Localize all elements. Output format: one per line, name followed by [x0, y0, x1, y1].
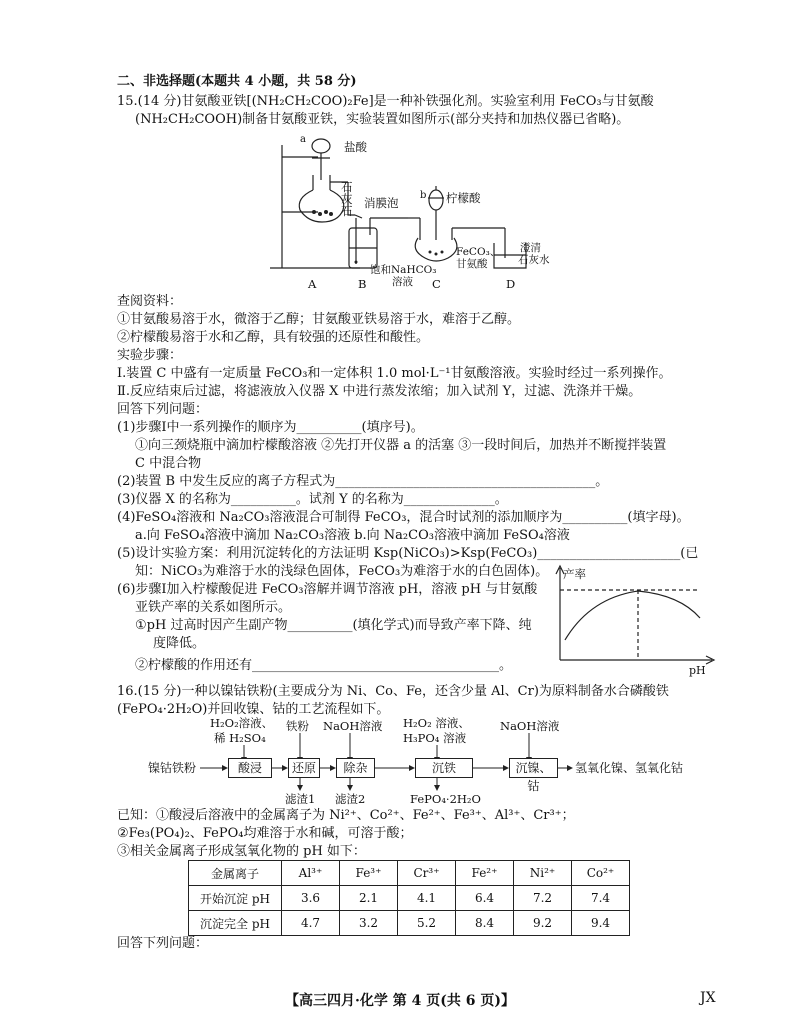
label-limestone-2: 灰	[341, 192, 353, 206]
label-hcl: 盐酸	[344, 140, 367, 154]
q15-part-6: (6)步骤Ⅰ加入柠檬酸促进 FeCO₃溶解并调节溶液 pH，溶液 pH 与甘氨酸	[117, 582, 538, 597]
graph-y-label: 产率	[563, 567, 586, 581]
label-bubbles: 消膜泡	[364, 196, 399, 210]
label-D: D	[506, 277, 516, 291]
q15-part-6-sub1: ①pH 过高时因产生副产物__________(填化学式)而导致产率下降、纯	[135, 618, 532, 633]
q15-part-6-cont: 亚铁产率的关系如图所示。	[135, 600, 292, 615]
label-b: b	[420, 190, 427, 201]
label-limestone-1: 石	[341, 180, 353, 194]
q16-known-2: ②Fe₃(PO₄)₂、FePO₄均难溶于水和碱，可溶于酸；	[117, 826, 413, 841]
table-cell: 9.4	[572, 911, 630, 936]
table-cell: 8.4	[456, 911, 514, 936]
table-cell: 开始沉淀 pH	[189, 886, 282, 911]
table-header-cell: Ni²⁺	[514, 861, 572, 886]
table-cell: 6.4	[456, 886, 514, 911]
table-cell: 9.2	[514, 911, 572, 936]
q16-stem-line1: 16.(15 分)一种以镍钴铁粉(主要成分为 Ni、Co、Fe，还含少量 Al、Cr)为原料制备水合磷酸铁	[117, 684, 669, 699]
table-row	[189, 911, 630, 936]
q15-answer-title: 回答下列问题：	[117, 402, 209, 417]
flow-reagent-4a: H₂O₂ 溶液、	[403, 716, 470, 730]
q15-part-5: (5)设计实验方案：利用沉淀转化的方法证明 Ksp(NiCO₃)>Ksp(FeCO₃)______________________(已	[117, 546, 699, 561]
table-cell: 3.6	[282, 886, 340, 911]
table-cell: 4.7	[282, 911, 340, 936]
q15-part-3: (3)仪器 X 的名称为__________。试剂 Y 的名称为______________。	[117, 492, 508, 507]
label-A: A	[308, 277, 317, 291]
flow-reagent-2: 铁粉	[286, 719, 309, 733]
flow-reagent-5: NaOH溶液	[500, 719, 560, 733]
q15-part-5-cont: 知：NiCO₃为难溶于水的浅绿色固体，FeCO₃为难溶于水的白色固体)。	[135, 564, 549, 579]
flow-reagent-1b: 稀 H₂SO₄	[214, 731, 266, 745]
label-feco3-1: FeCO₃、	[456, 246, 501, 258]
q15-part-1-options: ①向三颈烧瓶中滴加柠檬酸溶液 ②先打开仪器 a 的活塞 ③一段时间后，加热并不断搅拌装置	[135, 438, 667, 453]
table-cell: 7.4	[572, 886, 630, 911]
q15-stem-line1: 15.(14 分)甘氨酸亚铁[(NH₂CH₂COO)₂Fe]是一种补铁强化剂。实验室利用 FeCO₃与甘氨酸	[117, 94, 654, 109]
flow-output-3: FePO₄·2H₂O	[410, 792, 481, 806]
flow-start: 镍钴铁粉	[148, 761, 197, 775]
q15-ref-1: ①甘氨酸易溶于水，微溶于乙醇；甘氨酸亚铁易溶于水，难溶于乙醇。	[117, 312, 521, 327]
flow-step-remove-impurity: 除杂	[336, 758, 375, 778]
q15-steps-title: 实验步骤：	[117, 348, 183, 363]
flow-output-2: 滤渣2	[335, 792, 366, 806]
q15-part-6-sub2: ②柠檬酸的作用还有______________________________________。	[135, 658, 513, 673]
table-header-cell: Cr³⁺	[398, 861, 456, 886]
q16-stem-line2: (FePO₄·2H₂O)并回收镍、钴的工艺流程如下。	[117, 702, 390, 717]
q15-part-6-sub1-cont: 度降低。	[153, 636, 206, 651]
table-header-cell: Co²⁺	[572, 861, 630, 886]
q15-part-4-options: a.向 FeSO₄溶液中滴加 Na₂CO₃溶液 b.向 Na₂CO₃溶液中滴加 FeSO₄溶液	[135, 528, 570, 543]
table-cell: 4.1	[398, 886, 456, 911]
q15-part-1-options-cont: C 中混合物	[135, 456, 202, 471]
flow-step-precip-ni-co: 沉镍、钴	[509, 758, 558, 778]
corner-code: JX	[700, 990, 716, 1006]
table-header-cell: 金属离子	[189, 861, 282, 886]
q15-stem-line2: (NH₂CH₂COOH)制备甘氨酸亚铁，实验装置如图所示(部分夹持和加热仪器已省略)。	[135, 112, 630, 127]
q15-step-1: Ⅰ.装置 C 中盛有一定质量 FeCO₃和一定体积 1.0 mol·L⁻¹甘氨酸溶液。实验时经过一系列操作。	[117, 366, 672, 381]
table-header-cell: Fe²⁺	[456, 861, 514, 886]
label-nahco3-1: 饱和NaHCO₃	[370, 264, 437, 276]
flow-reagent-1a: H₂O₂溶液、	[210, 716, 274, 730]
label-limewater-1: 澄清	[520, 242, 541, 254]
table-cell: 沉淀完全 pH	[189, 911, 282, 936]
table-row	[189, 886, 630, 911]
table-cell: 7.2	[514, 886, 572, 911]
table-header-cell: Al³⁺	[282, 861, 340, 886]
table-cell: 2.1	[340, 886, 398, 911]
flow-end: 氢氧化镍、氢氧化钴	[575, 761, 684, 775]
flow-output-1: 滤渣1	[285, 792, 316, 806]
table-cell: 3.2	[340, 911, 398, 936]
label-limewater-2: 石灰水	[518, 254, 550, 266]
q15-ref-title: 查阅资料：	[117, 294, 183, 309]
label-a: a	[300, 134, 306, 145]
label-feco3-2: 甘氨酸	[456, 258, 488, 270]
label-citric: 柠檬酸	[446, 191, 481, 205]
label-limestone-3: 石	[341, 204, 353, 218]
flow-step-reduce: 还原	[288, 758, 320, 778]
label-nahco3-2: 溶液	[392, 276, 413, 288]
label-B: B	[358, 277, 367, 291]
flow-reagent-3: NaOH溶液	[323, 719, 383, 733]
table-header-cell: Fe³⁺	[340, 861, 398, 886]
flow-step-precip-iron: 沉铁	[415, 758, 473, 778]
q15-step-2: Ⅱ.反应结束后过滤，将滤液放入仪器 X 中进行蒸发浓缩；加入试剂 Y，过滤、洗涤并干燥。	[117, 384, 642, 399]
page-footer: 【高三四月·化学 第 4 页(共 6 页)】	[285, 993, 515, 1009]
q15-part-2: (2)装置 B 中发生反应的离子方程式为________________________________________。	[117, 474, 609, 489]
q16-known-3: ③相关金属离子形成氢氧化物的 pH 如下：	[117, 844, 366, 859]
q15-part-4: (4)FeSO₄溶液和 Na₂CO₃溶液混合可制得 FeCO₃，混合时试剂的添加顺序为__________(填字母)。	[117, 510, 690, 525]
graph-x-label: pH	[689, 664, 706, 677]
label-C: C	[432, 277, 441, 291]
table-cell: 5.2	[398, 911, 456, 936]
section-title: 二、非选择题(本题共 4 小题，共 58 分)	[117, 74, 357, 89]
flow-step-acid-leach: 酸浸	[228, 758, 272, 778]
q15-ref-2: ②柠檬酸易溶于水和乙醇，具有较强的还原性和酸性。	[117, 330, 430, 345]
q16-answer-title: 回答下列问题：	[117, 936, 209, 951]
flow-reagent-4b: H₃PO₄ 溶液	[403, 731, 467, 745]
ph-table	[188, 860, 630, 936]
q16-known-1: 已知：①酸浸后溶液中的金属离子为 Ni²⁺、Co²⁺、Fe²⁺、Fe³⁺、Al³⁺、Cr³⁺；	[117, 808, 575, 823]
table-header-row	[189, 861, 630, 886]
q15-part-1: (1)步骤Ⅰ中一系列操作的顺序为__________(填序号)。	[117, 420, 424, 435]
